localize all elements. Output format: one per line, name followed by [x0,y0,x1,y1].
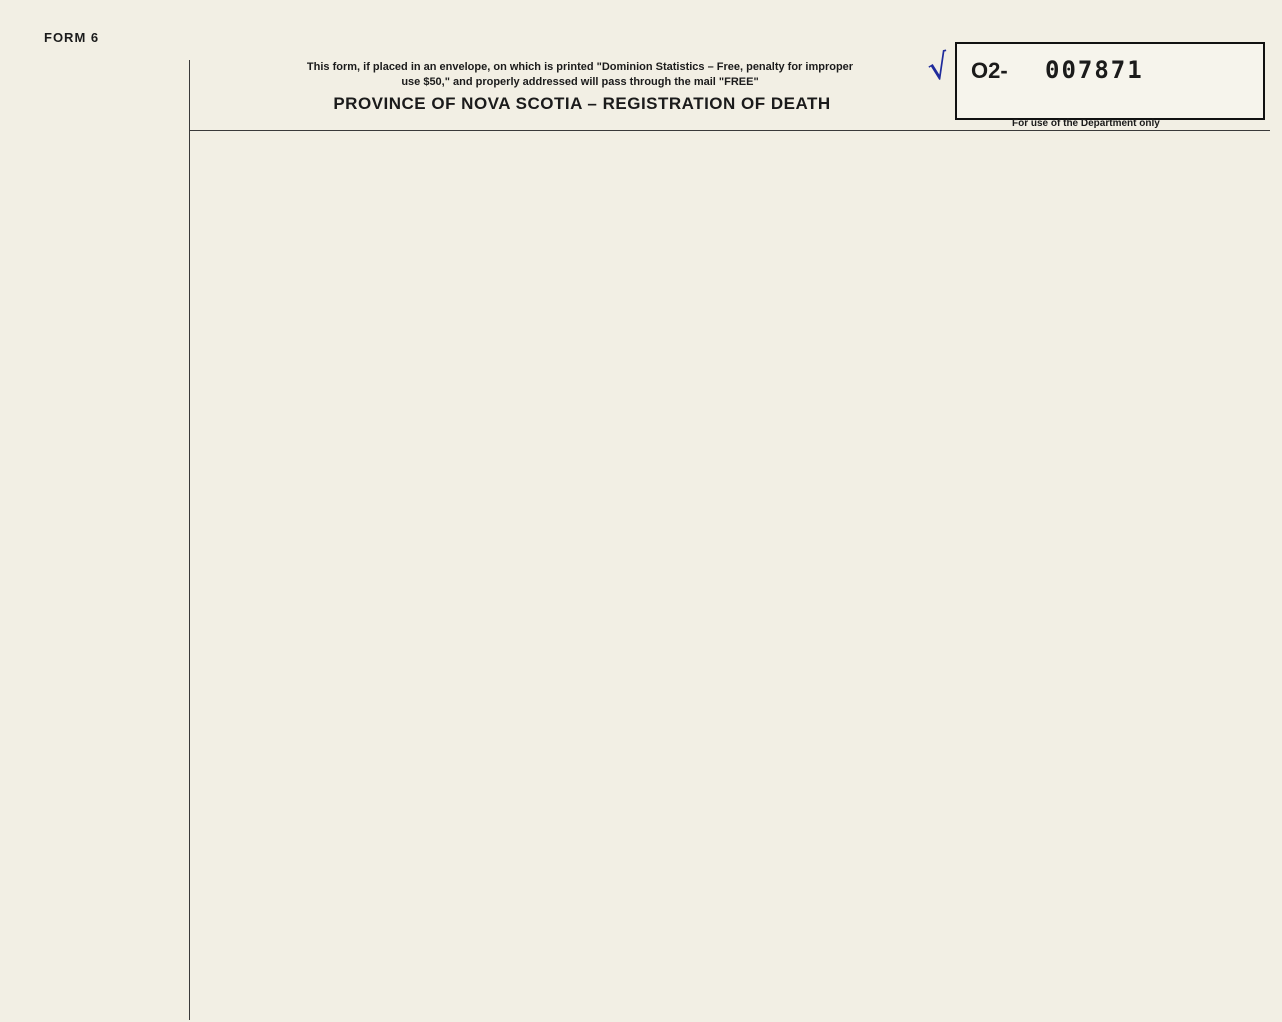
mail-notice-line-2: use $50," and properly addressed will pass through the mail "FREE" [401,76,759,88]
registration-number-box [955,42,1265,120]
page-title: PROVINCE OF NOVA SCOTIA – REGISTRATION OF DEATH [333,94,831,113]
registration-number: 007871 [1045,56,1144,84]
form-label: FORM 6 [44,30,100,45]
form-body-border [190,130,1270,1010]
department-note: For use of the Department only [1012,118,1160,129]
left-sidebar [20,60,190,1020]
mail-notice [225,60,935,90]
registration-prefix: O2- [971,58,1008,83]
checkmark-icon: √ [924,46,954,90]
mail-notice-line-1: This form, if placed in an envelope, on which is printed "Dominion Statistics – Free, penalty for improper [306,61,854,73]
